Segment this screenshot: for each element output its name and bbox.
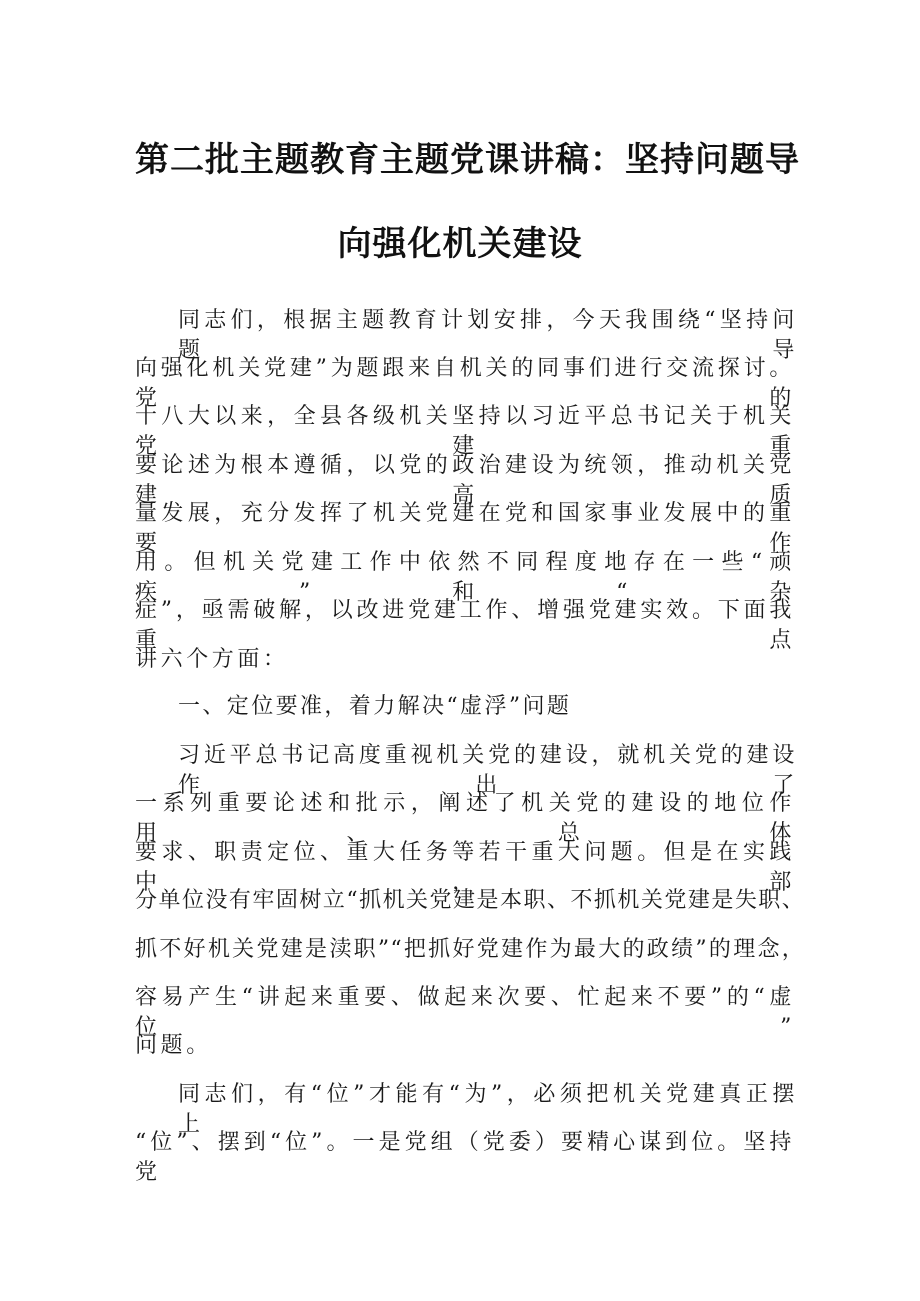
paragraph-line: 用。但机关党建工作中依然不同程度地存在一些“顽疾”和“杂 — [135, 550, 795, 605]
paragraph-line: 同志们，根据主题教育计划安排，今天我围绕“坚持问题导 — [178, 308, 798, 363]
paragraph-line: “位”、摆到“位”。一是党组（党委）要精心谋到位。坚持党 — [135, 1130, 795, 1185]
document-title-line-1: 第二批主题教育主题党课讲稿：坚持问题导 — [135, 140, 800, 180]
paragraph-line: 问题。 — [135, 1033, 212, 1058]
paragraph-line: 十八大以来，全县各级机关坚持以习近平总书记关于机关党建重 — [135, 404, 795, 459]
document-title-line-2: 向强化机关建设 — [337, 224, 583, 264]
paragraph-line: 同志们，有“位”才能有“为”，必须把机关党建真正摆上 — [178, 1082, 798, 1137]
paragraph-line: 讲六个方面： — [135, 647, 289, 672]
paragraph-line: 量发展，充分发挥了机关党建在党和国家事业发展中的重要作 — [135, 501, 795, 556]
paragraph-line: 一系列重要论述和批示，阐述了机关党的建设的地位作用、总体 — [135, 791, 795, 846]
paragraph-line: 分单位没有牢固树立“抓机关党建是本职、不抓机关党建是失职、 — [135, 888, 805, 913]
paragraph-line: 抓不好机关党建是渎职”“把抓好党建作为最大的政绩”的理念， — [135, 937, 805, 962]
paragraph-line: 习近平总书记高度重视机关党的建设，就机关党的建设作出了 — [178, 743, 798, 798]
section-heading: 一、定位要准，着力解决“虚浮”问题 — [178, 694, 572, 719]
paragraph-line: 向强化机关党建”为题跟来自机关的同事们进行交流探讨。党的 — [135, 356, 795, 411]
paragraph-line: 要论述为根本遵循，以党的政治建设为统领，推动机关党建高质 — [135, 453, 795, 508]
paragraph-line: 要求、职责定位、重大任务等若干重大问题。但是在实践中，部 — [135, 840, 795, 895]
paragraph-line: 症”，亟需破解，以改进党建工作、增强党建实效。下面我重点 — [135, 598, 795, 653]
paragraph-line: 容易产生“讲起来重要、做起来次要、忙起来不要”的“虚位” — [135, 985, 795, 1040]
